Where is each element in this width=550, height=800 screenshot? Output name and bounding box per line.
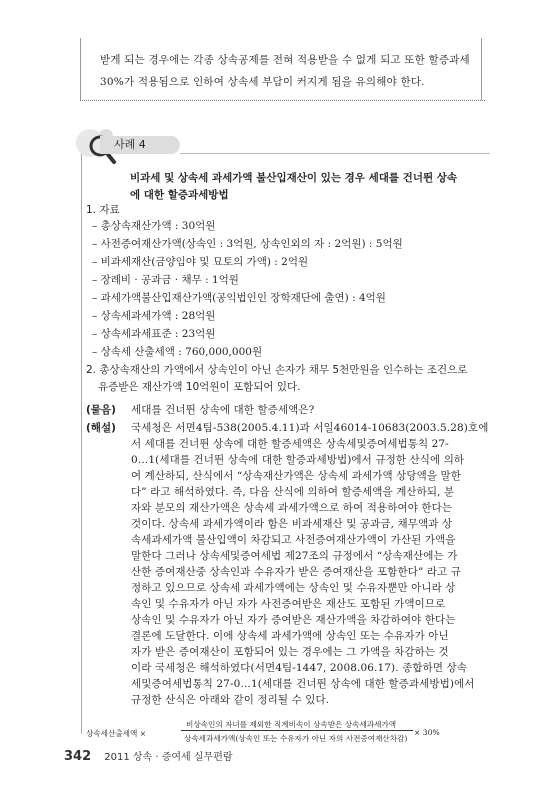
- answer-line: 것이다. 상속세 과세가액이라 함은 비과세재산 및 공과금, 채무액과 상: [131, 518, 453, 530]
- case-title-line: 비과세 및 상속세 과세가액 불산입재산이 있는 경우 세대를 건너뛴 상속: [130, 172, 458, 184]
- case-title-line: 에 대한 할증과세방법: [130, 189, 229, 201]
- list-item: – 사전증여재산가액(상속인 : 3억원, 상속인외의 자 : 2억원) : 5억원: [92, 238, 403, 250]
- section-text: 유증받은 재산가액 10억원이 포함되어 있다.: [98, 381, 301, 393]
- question-text: 세대를 건너뛴 상속에 대한 할증세액은?: [131, 404, 315, 416]
- answer-line: 이라 국세청은 해석하였다(서면4팀-1447, 2008.06.17). 종합하면 상속: [131, 662, 467, 674]
- list-item: – 비과세재산(금양임야 및 묘토의 가액) : 2억원: [92, 256, 309, 268]
- list-item: – 장례비 · 공과금 · 채무 : 1억원: [92, 274, 239, 286]
- answer-line: 여 계산하되, 산식에서 “상속재산가액은 상속세 과세가액 상당액을 말한: [131, 470, 462, 482]
- case-label: 사례 4: [100, 136, 180, 154]
- body-border: [81, 154, 82, 734]
- answer-line: 산한 증여재산중 상속인과 수유자가 받은 증여재산을 포함한다” 라고 규: [131, 566, 462, 578]
- answer-label: (해설): [86, 422, 116, 434]
- answer-line: 다” 라고 해석하였다. 즉, 다음 산식에 의하여 할증세액을 계산하되, 분: [131, 486, 455, 498]
- intro-line: 받게 되는 경우에는 각종 상속공제를 전혀 적용받을 수 없게 되고 또한 할증과세: [100, 54, 470, 66]
- formula-left: 상속세산출세액 ×: [86, 729, 147, 738]
- answer-line: 자가 받은 증여재산이 포함되어 있는 경우에는 그 가액을 차감하는 것: [131, 646, 449, 658]
- answer-line: 서 세대를 건너뛴 상속에 대한 할증세액은 상속세및증여세법통칙 27-: [131, 438, 449, 450]
- page-number: 342: [64, 749, 92, 764]
- formula-denominator: 상속세과세가액(상속인 또는 수유자가 아닌 자의 사전증여재산차감): [184, 734, 408, 743]
- intro-box: [80, 38, 482, 100]
- answer-line: 상속인 및 수유자가 아닌 자가 증여받은 재산가액을 차감하여야 한다는: [131, 614, 456, 626]
- footer-text: 2011 상속 · 증여세 실무편람: [104, 752, 233, 763]
- formula-numerator: 비상속인의 자녀를 제외한 직계비속이 상속받은 상속세과세가액: [186, 720, 397, 729]
- answer-line: 자와 분모의 재산가액은 상속세 과세가액으로 하여 적용하여야 한다는: [131, 502, 453, 514]
- intro-line: 30%가 적용됨으로 인하여 상속세 부담이 커지게 됨을 유의해야 한다.: [100, 76, 425, 88]
- answer-line: 0…1(세대를 건너뛴 상속에 대한 할증과세방법)에서 규정한 산식에 의하: [131, 454, 465, 466]
- answer-line: 속인 및 수유자가 아닌 자가 사전증여받은 재산도 포함된 가액이므로: [131, 598, 446, 610]
- divider: [80, 100, 485, 101]
- divider: [180, 153, 490, 154]
- answer-line: 규정한 산식은 아래와 같이 정리될 수 있다.: [131, 694, 330, 706]
- list-item: – 상속세과세표준 : 23억원: [92, 328, 216, 340]
- page-footer: [64, 745, 233, 764]
- list-item: – 과세가액불산입재산가액(공익법인인 장학재단에 출연) : 4억원: [92, 292, 386, 304]
- answer-line: 세및증여세법통칙 27-0…1(세대를 건너뛴 상속에 대한 할증과세방법)에서: [131, 678, 475, 690]
- answer-line: 국세청은 서면4팀-538(2005.4.11)과 서일46014-10683(2003.5.28)호에: [131, 422, 489, 434]
- formula-multiplier: × 30%: [414, 728, 440, 737]
- answer-line: 말한다 그러나 상속세및증여세법 제27조의 규정에서 “상속재산에는 가: [131, 550, 458, 562]
- list-item: – 상속세 산출세액 : 760,000,000원: [92, 346, 263, 358]
- answer-line: 정하고 있으므로 상속세 과세가액에는 상속인 및 수유자뿐만 아니라 상: [131, 582, 456, 594]
- answer-line: 결론에 도달한다. 이에 상속세 과세가액에 상속인 또는 수유자가 아닌: [131, 630, 449, 642]
- section-heading: 1. 자료: [86, 204, 120, 216]
- fraction-bar: [181, 730, 413, 731]
- list-item: – 총상속재산가액 : 30억원: [92, 220, 216, 232]
- answer-line: 속세과세가액 불산입액이 차감되고 사전증여재산가액이 가산된 가액을: [131, 534, 456, 546]
- question-label: (물음): [86, 404, 116, 416]
- section-heading: 2. 총상속재산의 가액에서 상속인이 아닌 손자가 채무 5천만원을 인수하는 조건으로: [86, 364, 468, 376]
- list-item: – 상속세과세가액 : 28억원: [92, 310, 216, 322]
